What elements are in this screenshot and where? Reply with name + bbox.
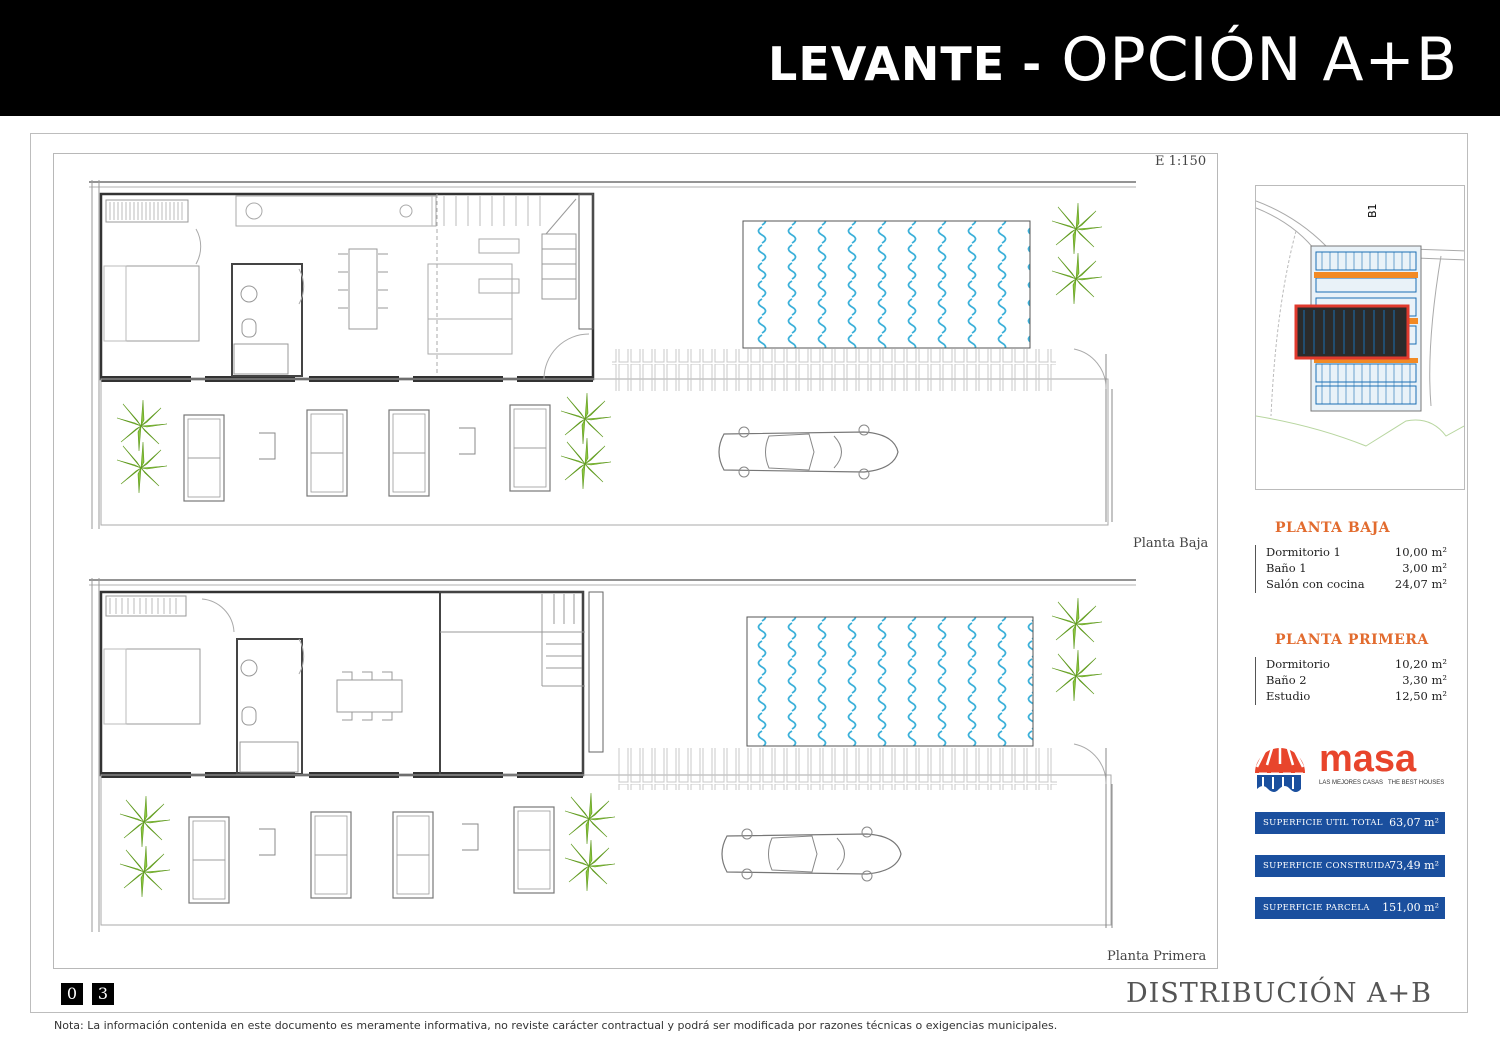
surface-label: SUPERFICIE PARCELA xyxy=(1263,903,1370,913)
brand-tag-left: LAS MEJORES CASAS xyxy=(1319,780,1384,786)
area-value: 3,30 m² xyxy=(1402,673,1447,687)
ground-floor-areas xyxy=(1255,545,1447,593)
area-row xyxy=(1266,657,1447,673)
first-floor-title: PLANTA PRIMERA xyxy=(1275,632,1429,648)
scale-label: E 1:150 xyxy=(1155,154,1207,169)
surface-label: SUPERFICIE UTIL TOTAL xyxy=(1263,818,1383,828)
area-value: 10,00 m² xyxy=(1394,545,1447,559)
title-bold: LEVANTE - xyxy=(768,37,1043,91)
brand-tag-right: THE BEST HOUSES xyxy=(1388,780,1445,786)
title-light: OPCIÓN A+B xyxy=(1061,25,1458,95)
area-label: Estudio xyxy=(1266,689,1311,703)
keymap-label: B1 xyxy=(1366,203,1379,218)
page-title xyxy=(768,20,1458,104)
first-floor-areas xyxy=(1255,657,1447,705)
area-label: Dormitorio 1 xyxy=(1266,545,1341,559)
first-floor-plan xyxy=(89,578,1136,932)
brand-name: masa xyxy=(1319,738,1417,780)
area-label: Salón con cocina xyxy=(1266,577,1365,591)
header-bar xyxy=(0,0,1500,116)
area-row xyxy=(1266,673,1447,689)
page-number-digit: 0 xyxy=(61,983,83,1005)
masa-logo xyxy=(1253,735,1453,795)
area-label: Baño 1 xyxy=(1266,561,1307,575)
surface-label: SUPERFICIE CONSTRUIDA xyxy=(1263,861,1391,871)
area-value: 12,50 m² xyxy=(1394,689,1447,703)
area-row xyxy=(1266,689,1447,705)
section-title: DISTRIBUCIÓN A+B xyxy=(1125,978,1432,1009)
ground-floor-plan xyxy=(89,180,1136,529)
site-key-map xyxy=(1255,185,1465,490)
ground-floor-title: PLANTA BAJA xyxy=(1275,520,1391,536)
surface-value: 151,00 m² xyxy=(1382,901,1439,914)
surface-built xyxy=(1255,855,1445,877)
area-value: 24,07 m² xyxy=(1394,577,1447,591)
surface-plot xyxy=(1255,897,1445,919)
area-label: Dormitorio xyxy=(1266,657,1330,671)
disclaimer-note: Nota: La información contenida en este documento es meramente informativa, no reviste carácter contractual y podrá ser modificada por razones técnicas o exigencias municipales. xyxy=(54,1019,1058,1032)
surface-value: 73,49 m² xyxy=(1389,859,1439,872)
area-value: 10,20 m² xyxy=(1394,657,1447,671)
area-row xyxy=(1266,561,1447,577)
first-floor-label: Planta Primera xyxy=(1107,949,1207,964)
floor-plans-drawing xyxy=(54,154,1216,966)
surface-useful-total xyxy=(1255,812,1445,834)
area-label: Baño 2 xyxy=(1266,673,1307,687)
area-row xyxy=(1266,545,1447,561)
area-value: 3,00 m² xyxy=(1402,561,1447,575)
page-number-digit: 3 xyxy=(92,983,114,1005)
ground-floor-label: Planta Baja xyxy=(1133,536,1209,551)
site-plan-drawing xyxy=(1256,186,1464,489)
masa-logo-icon xyxy=(1255,741,1305,792)
surface-value: 63,07 m² xyxy=(1389,816,1439,829)
area-row xyxy=(1266,577,1447,593)
